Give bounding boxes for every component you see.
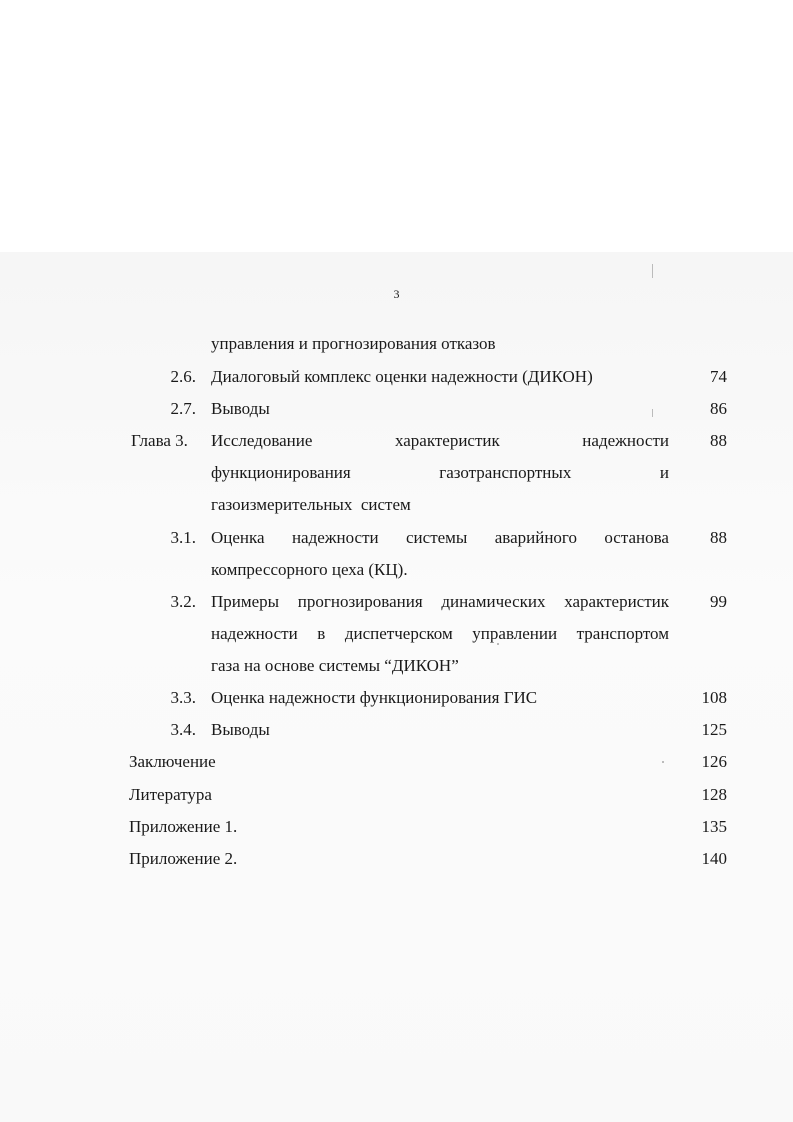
- word: динамических: [441, 592, 546, 611]
- toc-page-chapter-3: 88: [710, 431, 727, 450]
- toc-title-appendix-1: Приложение 1.: [129, 817, 238, 836]
- word: Оценка: [211, 528, 265, 547]
- toc-number-2-7: 2.7.: [170, 399, 196, 418]
- word: Примеры: [211, 592, 280, 611]
- toc-title-literature: Литература: [129, 785, 212, 804]
- scan-speck: [652, 409, 653, 417]
- toc-page-conclusion: 126: [701, 752, 727, 771]
- toc-page-3-1: 88: [710, 528, 727, 547]
- toc-number-3-4: 3.4.: [170, 720, 196, 739]
- toc-title-conclusion: Заключение: [129, 752, 216, 771]
- word: надежности: [291, 528, 379, 547]
- page-number: 3: [393, 287, 400, 301]
- toc-page-3-4: 125: [701, 720, 727, 739]
- toc-title-3-1-line-1: [211, 528, 669, 548]
- toc-chapter-3-line-2: [211, 463, 669, 483]
- scan-speck: [497, 643, 499, 645]
- toc-title-2-7: Выводы: [211, 399, 270, 418]
- toc-page-3-3: 108: [701, 688, 727, 707]
- toc-page-3-2: 99: [710, 592, 727, 611]
- toc-entry-continuation: управления и прогнозирования отказов: [211, 334, 496, 353]
- word: надежности: [211, 624, 298, 643]
- toc-number-3-2: 3.2.: [170, 592, 196, 611]
- word: газотранспортных: [439, 463, 572, 482]
- toc-title-3-2-line-1: [211, 592, 669, 612]
- toc-page-2-7: 86: [710, 399, 727, 418]
- word: в: [317, 624, 326, 643]
- toc-chapter-3-label: Глава 3.: [131, 431, 188, 450]
- toc-number-3-1: 3.1.: [170, 528, 196, 547]
- toc-title-3-3: Оценка надежности функционирования ГИС: [211, 688, 538, 707]
- word: останова: [604, 528, 669, 547]
- word: функционирования: [211, 463, 351, 482]
- word: Исследование: [211, 431, 313, 450]
- toc-page-literature: 128: [701, 785, 727, 804]
- scan-speck: [652, 264, 653, 278]
- toc-page-appendix-2: 140: [701, 849, 727, 868]
- toc-title-appendix-2: Приложение 2.: [129, 849, 238, 868]
- toc-number-3-3: 3.3.: [170, 688, 196, 707]
- word: диспетчерском: [344, 624, 453, 643]
- word: и: [659, 463, 669, 482]
- toc-title-2-6: Диалоговый комплекс оценки надежности (ДИКОН): [211, 367, 593, 386]
- word: системы: [406, 528, 468, 547]
- toc-title-3-2-line-3: газа на основе системы “ДИКОН”: [211, 656, 459, 675]
- toc-title-3-4: Выводы: [211, 720, 270, 739]
- toc-page-2-6: 74: [710, 367, 727, 386]
- toc-page-appendix-1: 135: [701, 817, 727, 836]
- word: управлении: [472, 624, 558, 643]
- toc-chapter-3-line-1: [211, 431, 669, 451]
- word: надежности: [582, 431, 669, 450]
- toc-title-3-2-line-2: [211, 624, 669, 644]
- word: транспортом: [576, 624, 669, 643]
- word: аварийного: [494, 528, 577, 547]
- word: характеристик: [564, 592, 669, 611]
- scan-speck: [662, 761, 664, 763]
- word: прогнозирования: [297, 592, 423, 611]
- toc-chapter-3-line-3: газоизмерительных систем: [211, 495, 411, 514]
- word: характеристик: [394, 431, 500, 450]
- toc-number-2-6: 2.6.: [170, 367, 196, 386]
- toc-title-3-1-line-2: компрессорного цеха (КЦ).: [211, 560, 408, 579]
